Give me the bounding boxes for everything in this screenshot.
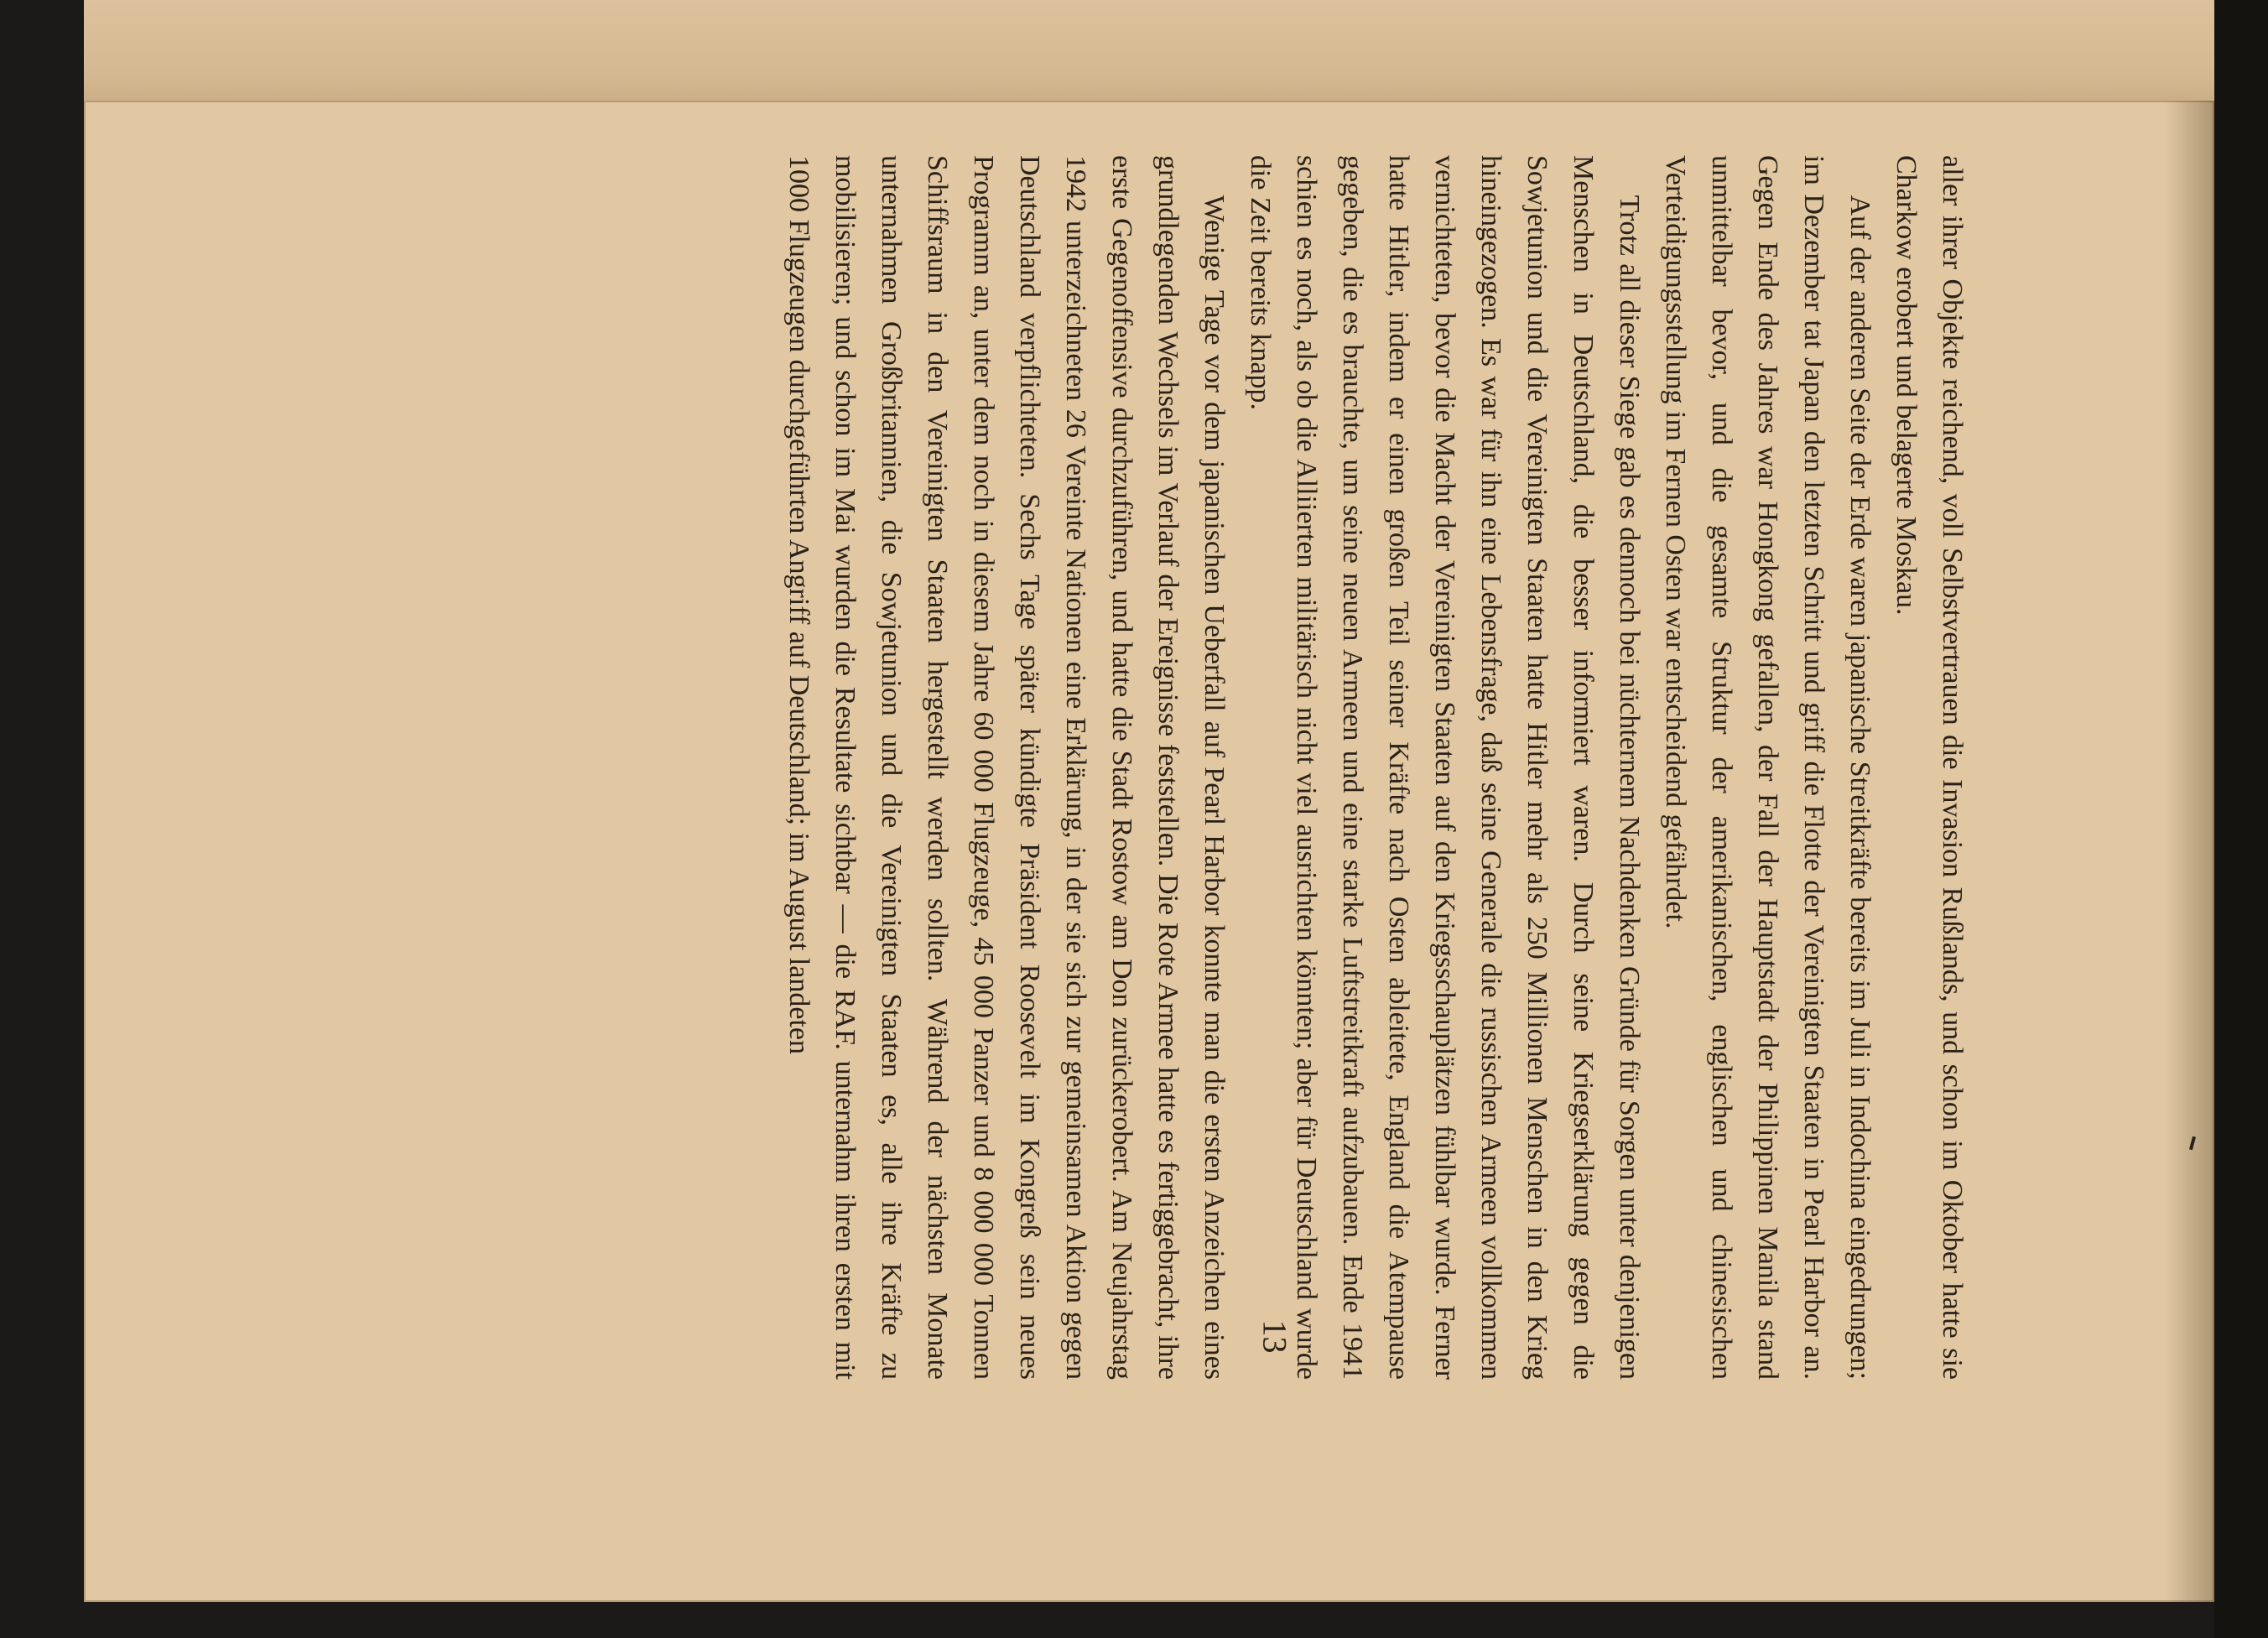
paragraph: aller ihrer Objekte reichend, voll Selbstvertrauen die Invasion Rußlands, und schon im Oktober hatte sie Charkow erobert und belagerte Moskau. [1891, 155, 1968, 1380]
paragraph: Trotz all dieser Siege gab es dennoch bei nüchternem Nachdenken Gründe für Sorgen unter denjenigen Menschen in Deutschland, die besser informiert waren. Durch seine Kriegserklärung gegen die Sowjetunion und die Vereinigten Staaten hatte Hitler mehr als 250 Millionen Menschen in den Krieg hineingezogen. Es war für ihn eine Lebensfrage, daß seine Generale die russischen Armeen vollkommen vernichteten, bevor die Macht der Vereinigten Staaten auf den Kriegsschauplätzen fühlbar wurde. Ferner hatte Hitler, indem er einen großen Teil seiner Kräfte nach Osten ableitete, England die Atempause gegeben, die es brauchte, um seine neuen Armeen und eine starke Luftstreitkraft aufzubauen. Ende 1941 schien es noch, als ob die Alliierten militärisch nicht viel ausrichten könnten; aber für Deutschland wurde die Zeit bereits knapp. [1245, 155, 1645, 1380]
paragraph: Auf der anderen Seite der Erde waren japanische Streitkräfte bereits im Juli in Indochina eingedrungen; im Dezember tat Japan den letzten Schritt und griff die Flotte der Vereinigten Staaten in Pearl Harbor an. Gegen Ende des Jahres war Hongkong gefallen, der Fall der Hauptstadt der Philippinen Manila stand unmittelbar bevor, und die gesamte Struktur der amerikanischen, englischen und chinesischen Verteidigungsstellung im Fernen Osten war entscheidend gefährdet. [1660, 155, 1875, 1380]
previous-page-edge [84, 0, 2231, 111]
page-number: 13 [1256, 1319, 1294, 1354]
book-spine [2214, 0, 2268, 1638]
body-text [348, 155, 1975, 1380]
paragraph: Wenige Tage vor dem japanischen Ueberfall auf Pearl Harbor konnte man die ersten Anzeichen eines grundlegenden Wechsels im Verlauf der Ereignisse feststellen. Die Rote Armee hatte es fertiggebracht, ihre erste Gegenoffensive durchzuführen, und hatte die Stadt Rostow am Don zurückerobert. Am Neujahrstag 1942 unterzeichneten 26 Vereinte Nationen eine Erklärung, in der sie sich zur gemeinsamen Aktion gegen Deutschland verpflichteten. Sechs Tage später kündigte Präsident Roosevelt im Kongreß sein neues Programm an, unter dem noch in diesem Jahre 60 000 Flugzeuge, 45 000 Panzer und 8 000 000 Tonnen Schiffsraum in den Vereinigten Staaten hergestellt werden sollten. Während der nächsten Monate unternahmen Großbritannien, die Sowjetunion und die Vereinigten Staaten es, alle ihre Kräfte zu mobilisieren; und schon im Mai wurden die Resultate sichtbar — die RAF. unternahm ihren ersten mit 1000 Flugzeugen durchgeführten Angriff auf Deutschland; im August landeten [783, 155, 1230, 1380]
gutter-shadow [2164, 101, 2214, 1602]
